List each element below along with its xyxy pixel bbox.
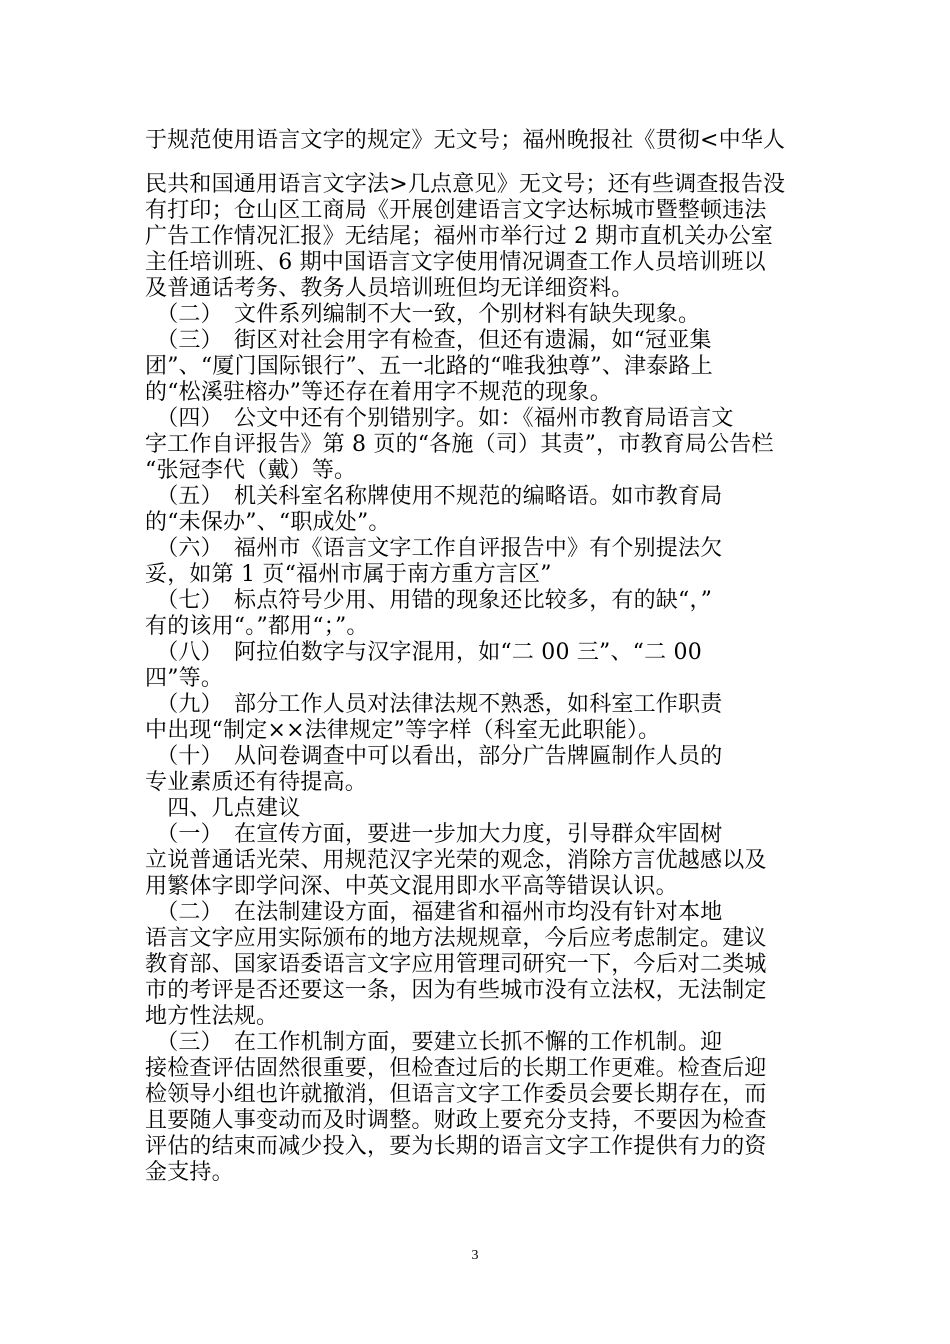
text-line: 有的该用“。”都用“；”。 <box>145 614 369 639</box>
text-line: 字工作自评报告》第 8 页的“各施（司）其责”，市教育局公告栏 <box>145 432 774 457</box>
text-line: （八） 阿拉伯数字与汉字混用，如“二 00 三”、“二 00 <box>145 640 702 665</box>
text-line: 广告工作情况汇报》无结尾；福州市举行过 2 期市直机关办公室 <box>145 224 773 249</box>
text-line: 市的考评是否还要这一条，因为有些城市没有立法权，无法制定 <box>145 978 767 1003</box>
text-line: 评估的结束而减少投入，要为长期的语言文字工作提供有力的资 <box>145 1134 767 1159</box>
text-line: 有打印；仓山区工商局《开展创建语言文字达标城市暨整顿违法 <box>145 198 767 223</box>
page-number: 3 <box>471 1248 479 1263</box>
text-line: 专业素质还有待提高。 <box>145 770 368 795</box>
text-line: 民共和国通用语言文字法>几点意见》无文号；还有些调查报告没 <box>145 172 786 197</box>
text-line: 的“松溪驻榕办”等还存在着用字不规范的现象。 <box>145 380 612 405</box>
text-line: 语言文字应用实际颁布的地方法规规章，今后应考虑制定。建议 <box>145 926 767 951</box>
text-line: 妥，如第 1 页“福州市属于南方重方言区” <box>145 562 552 587</box>
text-line: 主任培训班、6 期中国语言文字使用情况调查工作人员培训班以 <box>145 250 766 275</box>
text-line: 团”、“厦门国际银行”、五一北路的“唯我独尊”、津泰路上 <box>145 354 713 379</box>
text-line: 及普通话考务、教务人员培训班但均无详细资料。 <box>145 276 634 301</box>
text-line: 教育部、国家语委语言文字应用管理司研究一下，今后对二类城 <box>145 952 767 977</box>
text-line: （七） 标点符号少用、用错的现象还比较多，有的缺“，” <box>145 588 713 613</box>
text-line: 地方性法规。 <box>145 1004 279 1029</box>
body-text <box>145 128 807 1186</box>
text-line: （二） 文件系列编制不大一致，个别材料有缺失现象。 <box>145 302 701 327</box>
text-line: （九） 部分工作人员对法律法规不熟悉，如科室工作职责 <box>145 692 723 717</box>
text-line: 四”等。 <box>145 666 224 691</box>
text-line: 的“未保办”、“职成处”。 <box>145 510 391 535</box>
text-line: 于规范使用语言文字的规定》无文号；福州晚报社《贯彻<中华人 <box>145 128 786 153</box>
text-line: （二） 在法制建设方面，福建省和福州市均没有针对本地 <box>145 900 723 925</box>
text-line: （三） 在工作机制方面，要建立长抓不懈的工作机制。迎 <box>145 1030 723 1055</box>
text-line: （十） 从问卷调查中可以看出，部分广告牌匾制作人员的 <box>145 744 723 769</box>
text-line: “张冠李代（戴）等。 <box>145 458 357 483</box>
text-line: 金支持。 <box>145 1160 234 1185</box>
text-line: 接检查评估固然很重要，但检查过后的长期工作更难。检查后迎 <box>145 1056 767 1081</box>
paragraph-gap <box>145 154 807 172</box>
text-line: （一） 在宣传方面，要进一步加大力度，引导群众牢固树 <box>145 822 723 847</box>
text-line: 立说普通话光荣、用规范汉字光荣的观念，消除方言优越感以及 <box>145 848 767 873</box>
text-line: 且要随人事变动而及时调整。财政上要充分支持，不要因为检查 <box>145 1108 767 1133</box>
text-line: （四） 公文中还有个别错别字。如：《福州市教育局语言文 <box>145 406 734 431</box>
text-line: （六） 福州市《语言文字工作自评报告中》有个别提法欠 <box>145 536 723 561</box>
text-line: 检领导小组也许就撤消，但语言文字工作委员会要长期存在，而 <box>145 1082 767 1107</box>
text-line: （五） 机关科室名称牌使用不规范的编略语。如市教育局 <box>145 484 723 509</box>
text-line: 用繁体字即学问深、中英文混用即水平高等错误认识。 <box>145 874 678 899</box>
text-line: 四、几点建议 <box>145 796 301 821</box>
text-line: 中出现“制定××法律规定”等字样（科室无此职能）。 <box>145 718 661 743</box>
text-line: （三） 街区对社会用字有检查，但还有遗漏，如“冠亚集 <box>145 328 712 353</box>
